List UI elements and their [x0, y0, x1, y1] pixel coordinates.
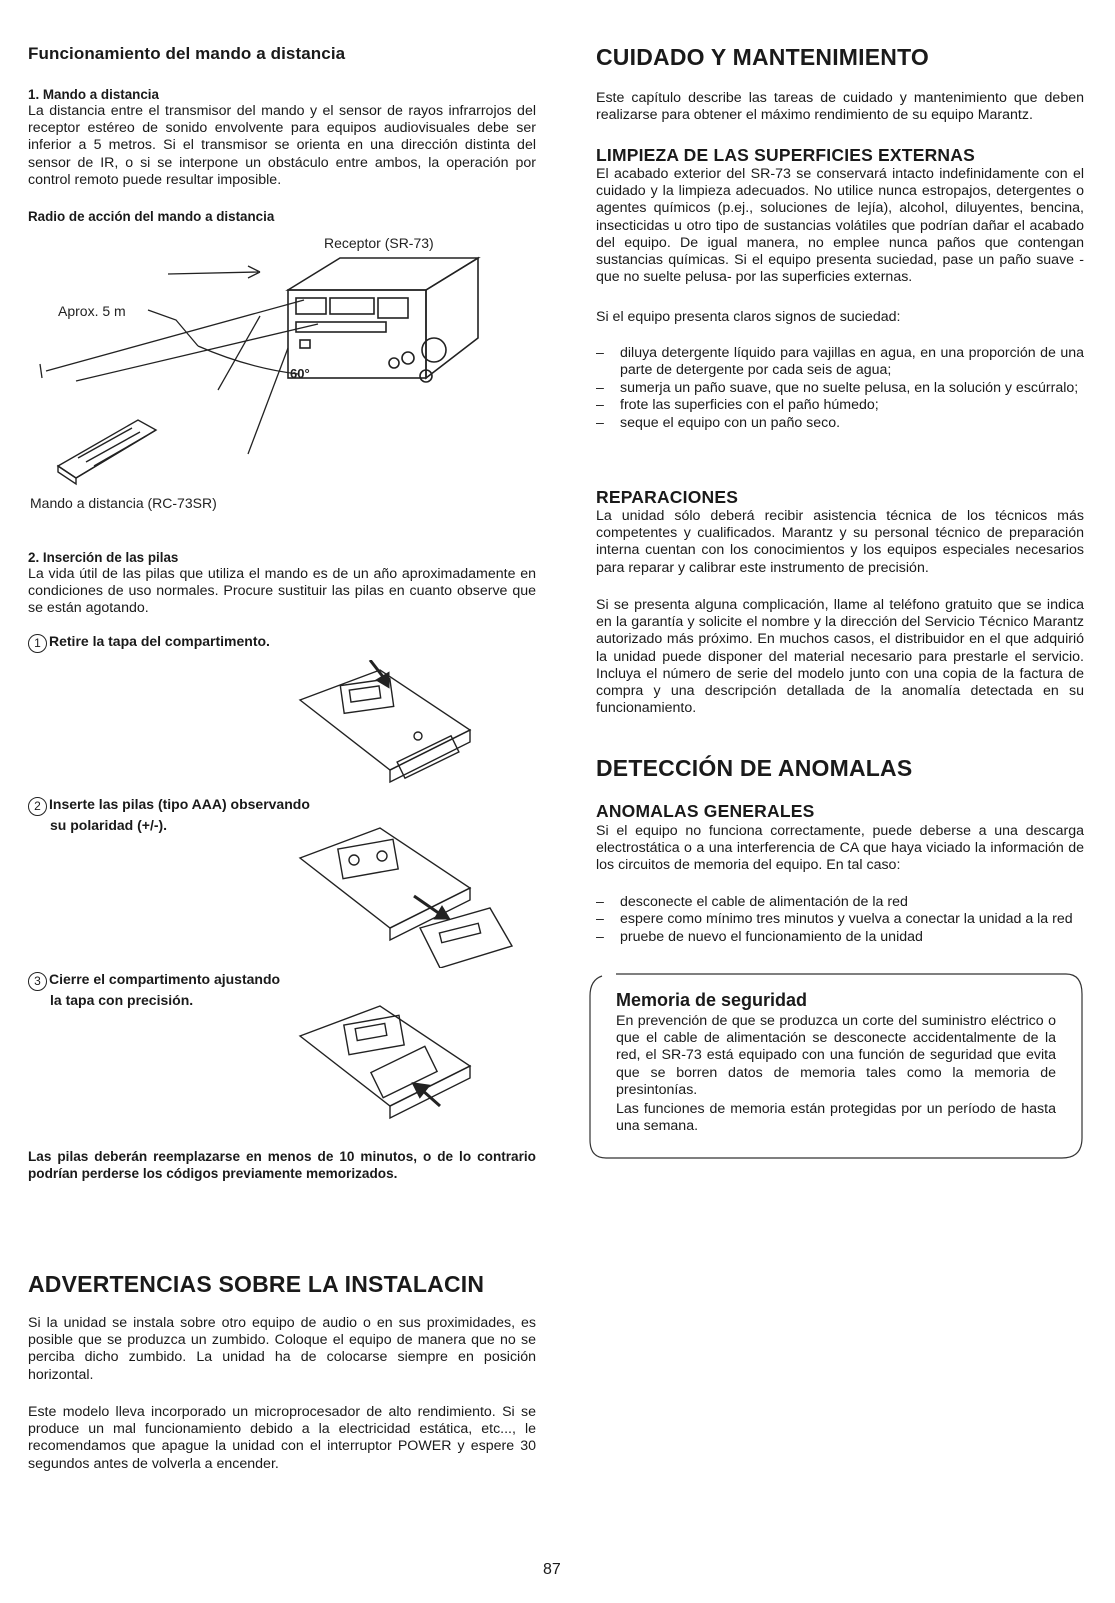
page-number: 87	[543, 1561, 561, 1578]
general-heading: ANOMALAS GENERALES	[596, 801, 815, 821]
dirty-intro: Si el equipo presenta claros signos de suciedad:	[596, 309, 901, 325]
remote-drawing	[58, 420, 156, 484]
install-p1: Si la unidad se instala sobre otro equipo de audio o en sus proximidades, es posible que se produzca un zumbido. Coloque el equipo de manera que no se perciba dicho zumbido. La unidad ha de colocarse siempre en posición horizontal.	[28, 1315, 536, 1383]
cleaning-heading: LIMPIEZA DE LAS SUPERFICIES EXTERNAS	[596, 145, 975, 165]
step3-instruction	[28, 970, 280, 1009]
step3-number: 3	[28, 972, 47, 991]
dirty-steps-list	[596, 345, 1084, 432]
memory-title: Memoria de seguridad	[616, 990, 808, 1010]
list-item: – pruebe de nuevo el funcionamiento de la unidad	[596, 928, 923, 945]
install-heading: ADVERTENCIAS SOBRE LA INSTALACIN	[28, 1271, 485, 1297]
memory-p1: En prevención de que se produzca un corte del suministro eléctrico o que el cable de alimentación se desconecte accidentalmente de la red, el SR-73 está equipado con una función de seguridad que evita que se borren datos de memoria tales como la memoria de presintonías.	[616, 1013, 1056, 1098]
step3-illustration	[290, 996, 490, 1126]
install-p2: Este modelo lleva incorporado un microprocesador de alto rendimiento. Si se produce un mal funcionamiento debido a la electricidad estática, etc..., le recomendamos que apague la unidad con el interruptor POWER y espere 30 segundos antes de volverla a encender.	[28, 1404, 536, 1472]
remote-range-figure	[28, 228, 536, 518]
remote-range-illustration	[28, 228, 536, 518]
step2-illustration	[290, 818, 520, 968]
list-item: – seque el equipo con un paño seco.	[596, 414, 841, 431]
batteries-text: La vida útil de las pilas que utiliza el mando es de un año aproximadamente en condiciones de uso normales. Procure sustituir las pilas en cuanto observe que se están agotando.	[28, 566, 536, 617]
step1-number: 1	[28, 634, 47, 653]
batteries-warning: Las pilas deberán reemplazarse en menos de 10 minutos, o de lo contrario podrían perderse los códigos previamente memorizados.	[28, 1149, 536, 1182]
step2-line1: Inserte las pilas (tipo AAA) observando	[49, 796, 310, 812]
memory-p2: Las funciones de memoria están protegidas por un período de hasta una semana.	[616, 1101, 1056, 1135]
list-item: – desconecte el cable de alimentación de la red	[596, 894, 908, 910]
repairs-p1: La unidad sólo deberá recibir asistencia técnica de los técnicos más competentes y cualificados. Marantz y su personal técnico de preparación interna cuentan con los conocimientos y los equipos especiales necesarios para reparar y calibrar este instrumento de precisión.	[596, 508, 1084, 576]
care-heading: CUIDADO Y MANTENIMIENTO	[596, 44, 930, 70]
step3-line1: Cierre el compartimento ajustando	[49, 971, 281, 987]
remote-label: Mando a distancia (RC-73SR)	[30, 495, 217, 511]
batteries-title: 2. Inserción de las pilas	[28, 550, 179, 565]
angle-label: 60°	[290, 366, 310, 381]
repairs-heading: REPARACIONES	[596, 487, 739, 507]
step3-line2: la tapa con precisión.	[50, 992, 194, 1008]
list-item: – diluya detergente líquido para vajillas en agua, en una proporción de una parte de detergente por cada seis de agua;	[596, 345, 1084, 379]
list-item: – espere como mínimo tres minutos y vuelva a conectar la unidad a la red	[596, 911, 1073, 928]
range-lines	[40, 266, 318, 454]
range-title: Radio de acción del mando a distancia	[28, 209, 275, 224]
step1-text: Retire la tapa del compartimento.	[49, 633, 270, 649]
step2-number: 2	[28, 797, 47, 816]
cleaning-text: El acabado exterior del SR-73 se conservará intacto indefinidamente con el cuidado y la limpieza adecuados. No utilice nunca estropajos, detergentes o agentes químicos (p.ej., soluciones de lejía), alcohol, diluyentes, bencina, insecticidas u otro tipo de sustancias volátiles que podrían dañar el acabado del equipo. De igual manera, no emplee nunca paños que contengan sustancias químicas. Si el equipo presenta suciedad, pase un paño suave -que no suelte pelusa- por las superficies externas.	[596, 166, 1084, 286]
remote-item1-title: 1. Mando a distancia	[28, 87, 159, 102]
remote-heading: Funcionamiento del mando a distancia	[28, 44, 346, 63]
distance-label: Aprox. 5 m	[58, 303, 126, 319]
receiver-label: Receptor (SR-73)	[324, 235, 434, 251]
care-intro: Este capítulo describe las tareas de cuidado y mantenimiento que deben realizarse para obtener el máximo rendimiento de su equipo Marantz.	[596, 90, 1084, 124]
general-text: Si el equipo no funciona correctamente, puede deberse a una descarga electrostática o a una interferencia de CA que haya viciado la información de los circuitos de memoria del equipo. En tal caso:	[596, 823, 1084, 874]
step1-illustration	[290, 660, 490, 785]
remote-item1-text: La distancia entre el transmisor del mando y el sensor de rayos infrarrojos del receptor estéreo de sonido envolvente para equipos audiovisuales debe ser inferior a 5 metros. Si el transmisor se orienta en una dirección distinta del sensor de IR, o si se interpone un obstáculo entre ambos, la operación por control remoto puede resultar imposible.	[28, 103, 536, 188]
repairs-p2: Si se presenta alguna complicación, llame al teléfono gratuito que se indica en la garantía y solicite el nombre y la dirección del Servicio Técnico Marantz autorizado más próximo. En muchos casos, el distribuidor en el que adquirió la unidad puede disponer del material necesario para prestarle el servicio. Incluya el número de serie del modelo junto con una copia de la factura de compra y una descripción detallada de la anomalía detectada en su funcionamiento.	[596, 597, 1084, 717]
list-item: – frote las superficies con el paño húmedo;	[596, 397, 879, 414]
general-steps-list	[596, 894, 1084, 946]
step1-instruction	[28, 632, 270, 653]
list-item: – sumerja un paño suave, que no suelte pelusa, en la solución y escúrralo;	[596, 379, 1079, 396]
step2-line2: su polaridad (+/-).	[50, 817, 168, 833]
troubleshooting-heading: DETECCIÓN DE ANOMALAS	[596, 755, 913, 781]
receiver-drawing	[288, 258, 478, 382]
step2-instruction	[28, 795, 310, 834]
